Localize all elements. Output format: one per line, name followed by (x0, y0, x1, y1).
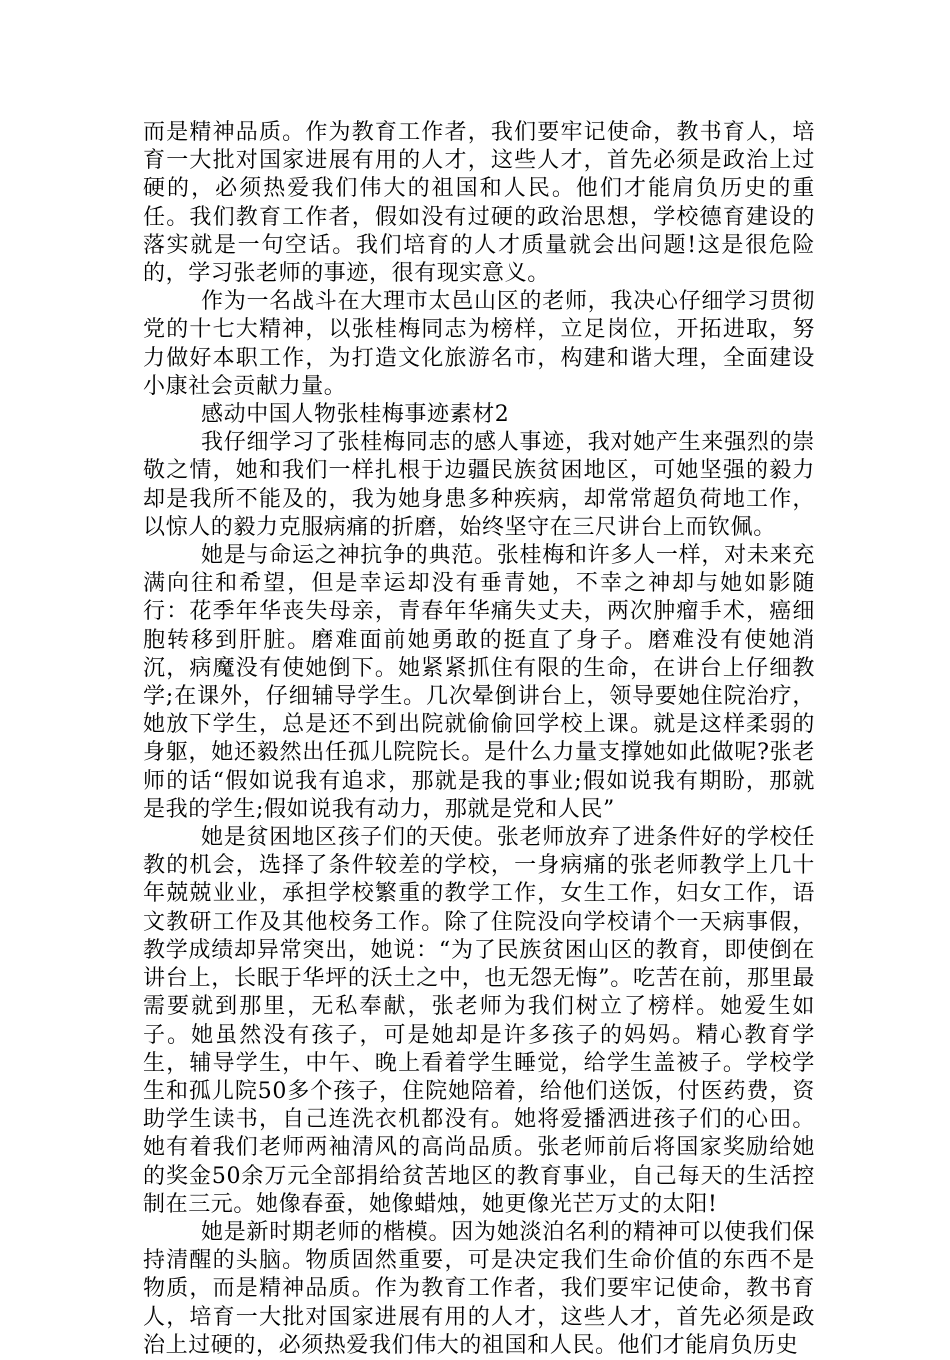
document-body (143, 119, 815, 1360)
section-heading: 感动中国人物张桂梅事迹素材2 (201, 402, 510, 428)
paragraph-angel: 她是贫困地区孩子们的天使。张老师放弃了进条件好的学校任教的机会，选择了条件较差的学校，一身病痛的张老师教学上几十年兢兢业业，承担学校繁重的教学工作，女生工作，妇女工作，语文教研工作及其他校务工作。除了住院没向学校请个一天病事假，教学成绩却异常突出，她说：“为了民族贫困山区的教育，即使倒在讲台上，长眠于华坪的沃土之中，也无怨无悔”。吃苦在前，那里最需要就到那里，无私奉献，张老师为我们树立了榜样。她爱生如子。她虽然没有孩子，可是她却是许多孩子的妈妈。精心教育学生，辅导学生，中午、晚上看着学生睡觉，给学生盖被子。学校学生和孤儿院50多个孩子，住院她陪着，给他们送饭，付医药费，资助学生读书，自己连洗衣机都没有。她将爱播洒进孩子们的心田。她有着我们老师两袖清风的高尚品质。张老师前后将国家奖励给她的奖金50余万元全部捐给贫苦地区的教育事业，自己每天的生活控制在三元。她像春蚕，她像蜡烛，她更像光芒万丈的太阳! (143, 825, 815, 1217)
paragraph-continuation: 而是精神品质。作为教育工作者，我们要牢记使命，教书育人，培育一大批对国家进展有用的人才，这些人才，首先必须是政治上过硬的，必须热爱我们伟大的祖国和人民。他们才能肩负历史的重任。我们教育工作者，假如没有过硬的政治思想，学校德育建设的落实就是一句空话。我们培育的人才质量就会出问题!这是很危险的，学习张老师的事迹，很有现实意义。 (143, 120, 815, 287)
paragraph-resolution: 作为一名战斗在大理市太邑山区的老师，我决心仔细学习贯彻党的十七大精神，以张桂梅同志为榜样，立足岗位，开拓进取，努力做好本职工作，为打造文化旅游名市，构建和谐大理，全面建设小康社会贡献力量。 (143, 289, 815, 399)
paragraph-model: 她是新时期老师的楷模。因为她淡泊名利的精神可以使我们保持清醒的头脑。物质固然重要，可是决定我们生命价值的东西不是物质，而是精神品质。作为教育工作者，我们要牢记使命，教书育人，培育一大批对国家进展有用的人才，这些人才，首先必须是政治上过硬的，必须热爱我们伟大的祖国和人民。他们才能肩负历史 (143, 1219, 815, 1358)
paragraph-fate: 她是与命运之神抗争的典范。张桂梅和许多人一样，对未来充满向往和希望，但是幸运却没有垂青她，不幸之神却与她如影随行：花季年华丧失母亲，青春年华痛失丈夫，两次肿瘤手术，癌细胞转移到肝脏。磨难面前她勇敢的挺直了身子。磨难没有使她消沉，病魔没有使她倒下。她紧紧抓住有限的生命，在讲台上仔细教学;在课外，仔细辅导学生。几次晕倒讲台上，领导要她住院治疗，她放下学生，总是还不到出院就偷偷回学校上课。就是这样柔弱的身躯，她还毅然出任孤儿院院长。是什么力量支撑她如此做呢?张老师的话“假如说我有追求，那就是我的事业;假如说我有期盼，那就是我的学生;假如说我有动力，那就是党和人民” (143, 543, 815, 822)
paragraph-intro: 我仔细学习了张桂梅同志的感人事迹，我对她产生来强烈的崇敬之情，她和我们一样扎根于边疆民族贫困地区，可她坚强的毅力却是我所不能及的，我为她身患多种疾病，却常常超负荷地工作，以惊人的毅力克服病痛的折磨，始终坚守在三尺讲台上而钦佩。 (143, 430, 815, 540)
